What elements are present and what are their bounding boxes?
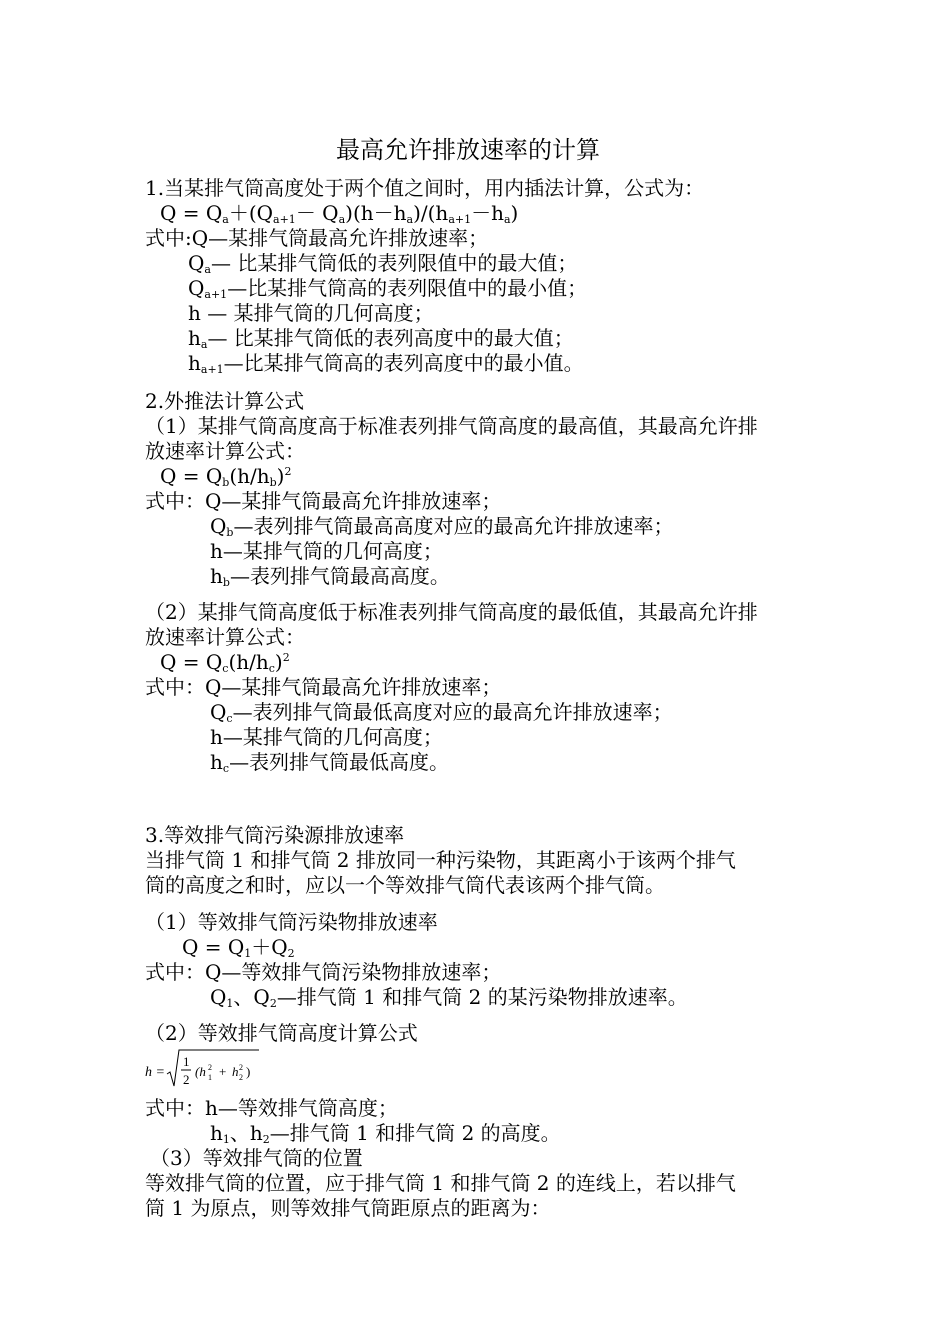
svg-text:(h: (h: [195, 1064, 206, 1079]
where-line: 式中：h—等效排气筒高度；: [145, 1096, 398, 1120]
svg-text:1: 1: [208, 1073, 212, 1082]
paragraph-line: （2）某排气筒高度低于标准表列排气筒高度的最低值，其最高允许排: [145, 600, 758, 624]
definition-line: h—某排气筒的几何高度；: [210, 539, 443, 563]
section-2-heading: 2.外推法计算公式: [145, 389, 305, 413]
subheading: （2）等效排气筒高度计算公式: [145, 1021, 418, 1045]
definition-line: $h_c—$表列排气筒最低高度。: [210, 750, 450, 775]
definition-line: $h_{a+1}—$比某排气筒高的表列高度中的最小值。: [188, 351, 584, 376]
section-3-heading: 3.等效排气筒污染源排放速率: [145, 823, 405, 847]
svg-text:h: h: [232, 1064, 239, 1079]
svg-text:2: 2: [208, 1063, 212, 1072]
where-line: 式中：Q—某排气筒最高允许排放速率；: [145, 675, 502, 699]
where-line: 式中：Q—某排气筒最高允许排放速率；: [145, 489, 502, 513]
formula-line: $Q = Q_c(h/h_c)^2$: [160, 650, 290, 675]
section-1-heading: 1.当某排气筒高度处于两个值之间时，用内插法计算，公式为：: [145, 176, 705, 200]
paragraph-line: 筒 1 为原点，则等效排气筒距原点的距离为：: [145, 1196, 551, 1220]
formula-line: $Q = Q_1+Q_2$: [182, 935, 295, 960]
definition-line: $h_b—$表列排气筒最高高度。: [210, 564, 450, 589]
formula-line: $Q = Q_b(h/h_b)^2$: [160, 464, 292, 489]
definition-line: h—某排气筒的几何高度；: [210, 725, 443, 749]
definition-line: $Q_a—$ 比某排气筒低的表列限值中的最大值；: [188, 251, 578, 276]
paragraph-line: 筒的高度之和时，应以一个等效排气筒代表该两个排气筒。: [145, 873, 665, 897]
svg-text:1: 1: [183, 1054, 190, 1069]
definition-line: $h_a—$ 比某排气筒低的表列高度中的最大值；: [188, 326, 574, 351]
where-line: 式中：Q—等效排气筒污染物排放速率；: [145, 960, 502, 984]
definition-line: $Q_{a+1}—$比某排气筒高的表列限值中的最小值；: [188, 276, 588, 301]
paragraph-line: （1）某排气筒高度高于标准表列排气筒高度的最高值，其最高允许排: [145, 414, 758, 438]
definition-line: $Q_c—$表列排气筒最低高度对应的最高允许排放速率；: [210, 700, 673, 725]
svg-text:+: +: [219, 1064, 227, 1079]
definition-line: $h_1$、$h_2—$排气筒 1 和排气筒 2 的高度。: [210, 1121, 561, 1146]
svg-text:2: 2: [239, 1063, 243, 1072]
paragraph-line: 放速率计算公式：: [145, 625, 305, 649]
svg-text:): ): [246, 1064, 251, 1079]
equivalent-height-formula: [143, 1046, 263, 1094]
page-title: 最高允许排放速率的计算: [336, 136, 600, 164]
section-1-formula: $Q = Q_a+(Q_{a+1}- Q_a)(h-h_a)/(h_{a+1}-h_a)$: [160, 201, 519, 226]
definition-line: $Q_1$、$Q_2—$排气筒 1 和排气筒 2 的某污染物排放速率。: [210, 985, 688, 1010]
paragraph-line: 放速率计算公式：: [145, 439, 305, 463]
svg-text:2: 2: [183, 1072, 190, 1087]
definition-line: $Q_b—$表列排气筒最高高度对应的最高允许排放速率；: [210, 514, 674, 539]
paragraph-line: 等效排气筒的位置，应于排气筒 1 和排气筒 2 的连线上，若以排气: [145, 1171, 736, 1195]
definition-line: h — 某排气筒的几何高度；: [188, 301, 434, 325]
svg-text:2: 2: [239, 1073, 243, 1082]
paragraph-line: 当排气筒 1 和排气筒 2 排放同一种污染物，其距离小于该两个排气: [145, 848, 736, 872]
subheading: （1）等效排气筒污染物排放速率: [145, 910, 438, 934]
section-1-where: 式中:Q—某排气筒最高允许排放速率；: [145, 226, 489, 250]
subheading: （3）等效排气筒的位置: [150, 1146, 363, 1170]
svg-text:h =: h =: [145, 1065, 165, 1080]
